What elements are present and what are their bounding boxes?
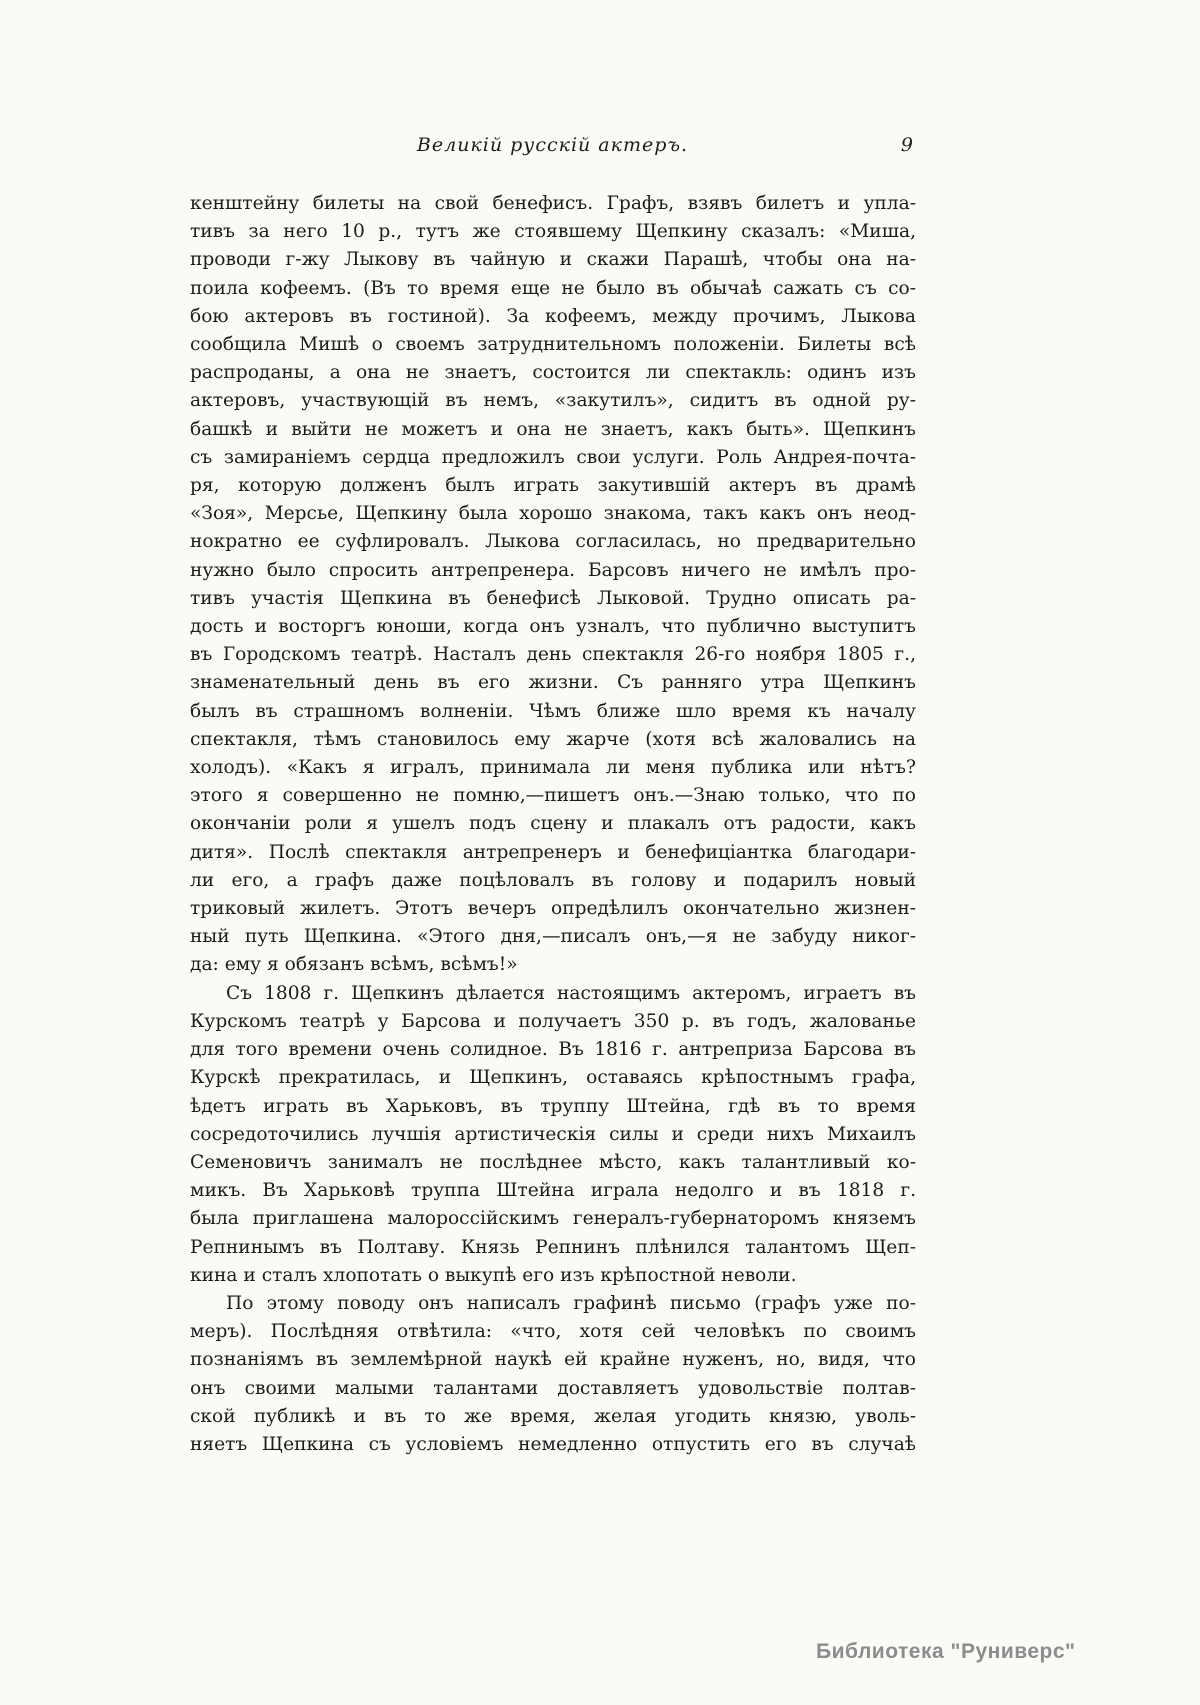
text-line: распроданы, а она не знаетъ, состоится ли спектакль: одинъ изъ xyxy=(190,362,916,384)
running-header xyxy=(190,134,915,160)
text-line: познаніямъ въ землемѣрной наукѣ ей крайне нуженъ, но, видя, что xyxy=(190,1349,916,1371)
text-line: спектакля, тѣмъ становилось ему жарче (хотя всѣ жаловались на xyxy=(190,728,916,750)
text-line: нужно было спросить антрепренера. Барсовъ ничего не имѣлъ про- xyxy=(190,559,916,581)
text-line: Семеновичъ занималъ не послѣднее мѣсто, какъ талантливый ко- xyxy=(190,1151,916,1173)
paragraph xyxy=(190,1290,916,1459)
text-line: «Зоя», Мерсье, Щепкину была хорошо знакома, такъ какъ онъ неод- xyxy=(190,503,916,525)
paragraph xyxy=(190,190,916,980)
text-line: да: ему я обязанъ всѣмъ, всѣмъ!» xyxy=(190,954,518,976)
text-line: дость и восторгъ юноши, когда онъ узналъ, что публично выступитъ xyxy=(190,616,916,638)
text-line: По этому поводу онъ написалъ графинѣ письмо (графъ уже по- xyxy=(226,1292,916,1314)
text-line: ный путь Щепкина. «Этого дня,—писалъ онъ,—я не забуду никог- xyxy=(190,926,916,948)
text-line: микъ. Въ Харьковѣ труппа Штейна играла недолго и въ 1818 г. xyxy=(190,1180,916,1202)
text-line: холодъ). «Какъ я игралъ, принимала ли меня публика или нѣтъ? xyxy=(190,757,916,779)
text-line: няетъ Щепкина съ условіемъ немедленно отпустить его въ случаѣ xyxy=(190,1433,916,1455)
text-line: Репнинымъ въ Полтаву. Князь Репнинъ плѣнился талантомъ Щеп- xyxy=(190,1236,916,1258)
text-line: тивъ участія Щепкина въ бенефисѣ Лыковой. Трудно описать ра- xyxy=(190,587,916,609)
running-title: Великій русскій актеръ. xyxy=(416,134,689,156)
text-line: была приглашена малороссійскимъ генералъ-губернаторомъ княземъ xyxy=(190,1208,916,1230)
text-line: нократно ее суфлировалъ. Лыкова согласилась, но предварительно xyxy=(190,531,916,553)
text-line: кина и сталъ хлопотать о выкупѣ его изъ крѣпостной неволи. xyxy=(190,1264,797,1286)
text-line: окончаніи роли я ушелъ подъ сцену и плакалъ отъ радости, какъ xyxy=(190,813,916,835)
text-line: этого я совершенно не помню,—пишетъ онъ.—Знаю только, что по xyxy=(190,785,916,807)
library-watermark: Библиотека "Руниверс" xyxy=(816,1640,1076,1663)
text-line: онъ своими малыми талантами доставляетъ удовольствіе полтав- xyxy=(190,1377,916,1399)
text-line: знаменательный день въ его жизни. Съ ранняго утра Щепкинъ xyxy=(190,672,916,694)
text-line: поила кофеемъ. (Въ то время еще не было въ обычаѣ сажать съ со- xyxy=(190,277,916,299)
text-line: проводи г-жу Лыкову въ чайную и скажи Парашѣ, чтобы она на- xyxy=(190,249,916,271)
text-line: ѣдетъ играть въ Харьковъ, въ труппу Штейна, гдѣ въ то время xyxy=(190,1095,916,1117)
text-line: сосредоточились лучшія артистическія силы и среди нихъ Михаилъ xyxy=(190,1123,916,1145)
text-line: дитя». Послѣ спектакля антрепренеръ и бенефиціантка благодари- xyxy=(190,841,916,863)
text-line: Съ 1808 г. Щепкинъ дѣлается настоящимъ актеромъ, играетъ въ xyxy=(226,982,916,1004)
text-line: Курскѣ прекратилась, и Щепкинъ, оставаясь крѣпостнымъ графа, xyxy=(190,1067,916,1089)
text-line: съ замираніемъ сердца предложилъ свои услуги. Роль Андрея-почта- xyxy=(190,446,916,468)
text-line: ря, которую долженъ былъ играть закутившій актеръ въ драмѣ xyxy=(190,475,916,497)
text-line: башкѣ и выйти не можетъ и она не знаетъ, какъ быть». Щепкинъ xyxy=(190,418,916,440)
text-line: ской публикѣ и въ то же время, желая угодить князю, уволь- xyxy=(190,1405,916,1427)
text-line: былъ въ страшномъ волненіи. Чѣмъ ближе шло время къ началу xyxy=(190,700,916,722)
text-line: тивъ за него 10 р., тутъ же стоявшему Щепкину сказалъ: «Миша, xyxy=(190,221,916,243)
text-line: въ Городскомъ театрѣ. Насталъ день спектакля 26-го ноября 1805 г., xyxy=(190,644,916,666)
text-line: актеровъ, участвующій въ немъ, «закутилъ», сидитъ въ одной ру- xyxy=(190,390,916,412)
text-line: ли его, а графъ даже поцѣловалъ въ голову и подарилъ новый xyxy=(190,869,916,891)
page-number: 9 xyxy=(900,134,913,156)
text-line: меръ). Послѣдняя отвѣтила: «что, хотя сей человѣкъ по своимъ xyxy=(190,1321,916,1343)
text-line: бою актеровъ въ гостиной). За кофеемъ, между прочимъ, Лыкова xyxy=(190,305,916,327)
page-text xyxy=(190,190,916,1459)
text-line: триковый жилетъ. Этотъ вечеръ опредѣлилъ окончательно жизнен- xyxy=(190,898,916,920)
text-line: Курскомъ театрѣ у Барсова и получаетъ 350 р. въ годъ, жалованье xyxy=(190,1010,916,1032)
text-line: сообщила Мишѣ о своемъ затруднительномъ положеніи. Билеты всѣ xyxy=(190,334,916,356)
paragraph xyxy=(190,980,916,1290)
text-line: для того времени очень солидное. Въ 1816 г. антреприза Барсова въ xyxy=(190,1039,916,1061)
text-line: кенштейну билеты на свой бенефисъ. Графъ, взявъ билетъ и упла- xyxy=(190,193,916,214)
